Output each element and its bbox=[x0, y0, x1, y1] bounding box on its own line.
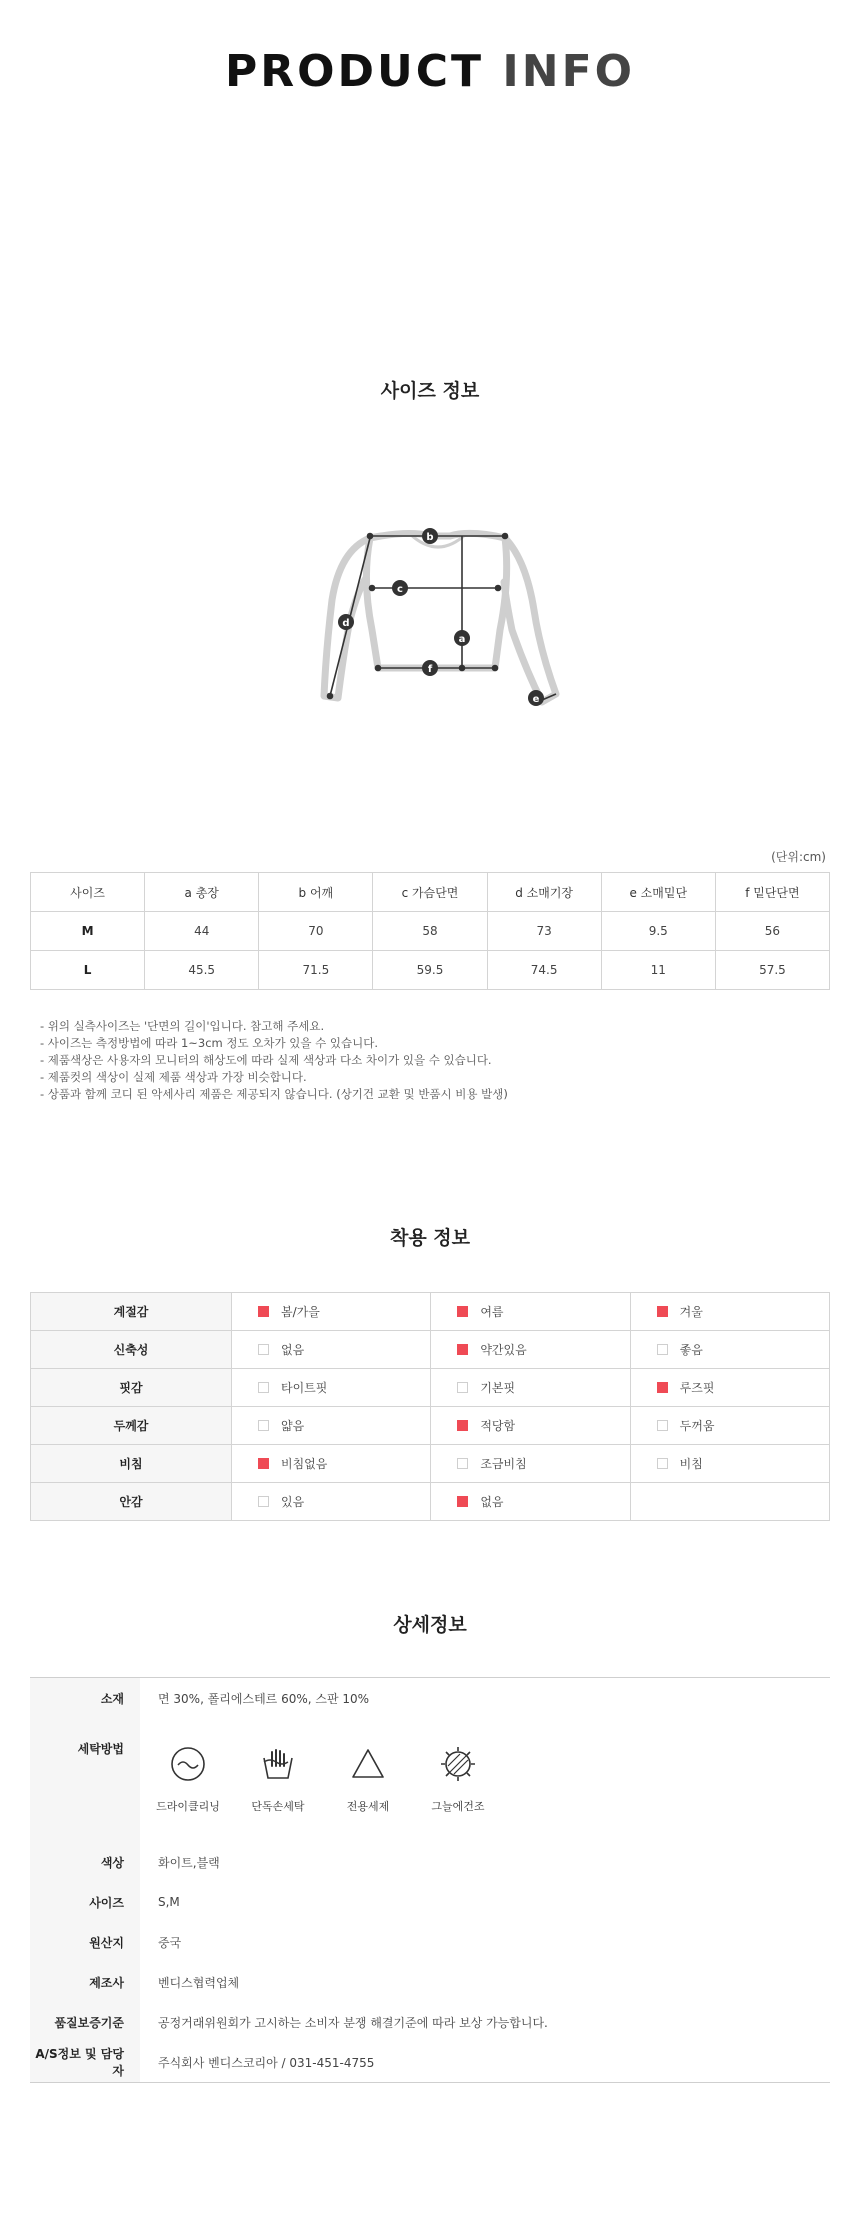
detail-section-title: 상세정보 bbox=[393, 1614, 467, 1636]
fit-option-label: 여름 bbox=[480, 1305, 504, 1319]
fit-option-cell bbox=[431, 1483, 630, 1521]
label-a: a bbox=[458, 634, 466, 645]
fit-option-cell bbox=[630, 1407, 829, 1445]
size-cell: 44 bbox=[145, 912, 259, 951]
fit-option bbox=[457, 1417, 515, 1434]
detail-row-size bbox=[30, 1882, 830, 1922]
detail-label: 원산지 bbox=[30, 1922, 140, 1962]
fit-option bbox=[657, 1341, 703, 1358]
size-cell: 58 bbox=[373, 912, 487, 951]
shade-dry-icon bbox=[438, 1744, 478, 1784]
detail-label: 제조사 bbox=[30, 1962, 140, 2002]
fit-option bbox=[258, 1417, 304, 1434]
unchecked-box-icon bbox=[457, 1458, 468, 1469]
unit-note: (단위:cm) bbox=[771, 850, 826, 864]
wash-item bbox=[248, 1744, 308, 1814]
unchecked-box-icon bbox=[657, 1344, 668, 1355]
fit-option-cell bbox=[232, 1293, 431, 1331]
size-cell: 56 bbox=[715, 912, 829, 951]
size-cell: 57.5 bbox=[715, 951, 829, 990]
col-header: d 소매기장 bbox=[487, 873, 601, 912]
fit-option-label: 타이트핏 bbox=[281, 1381, 328, 1395]
detail-value: 중국 bbox=[158, 1935, 182, 1950]
fit-option-label: 약간있음 bbox=[480, 1343, 527, 1357]
wash-item bbox=[428, 1744, 488, 1814]
wash-label: 단독손세탁 bbox=[251, 1800, 305, 1813]
fit-option bbox=[258, 1341, 304, 1358]
fit-row-label: 두께감 bbox=[31, 1407, 232, 1445]
wash-label: 드라이클리닝 bbox=[156, 1800, 220, 1813]
fit-option bbox=[457, 1303, 503, 1320]
unchecked-box-icon bbox=[258, 1496, 269, 1507]
fit-section-title: 착용 정보 bbox=[389, 1227, 471, 1249]
detail-value: 주식회사 벤디스코리아 / 031-451-4755 bbox=[158, 2055, 375, 2070]
detail-value: 공정거래위원회가 고시하는 소비자 분쟁 해결기준에 따라 보상 가능합니다. bbox=[158, 2015, 548, 2030]
fit-option bbox=[657, 1455, 703, 1472]
fit-option-label: 적당함 bbox=[480, 1419, 516, 1433]
fit-option bbox=[657, 1303, 703, 1320]
fit-option-label: 있음 bbox=[281, 1495, 305, 1509]
fit-option bbox=[457, 1455, 526, 1472]
size-cell: 74.5 bbox=[487, 951, 601, 990]
size-section-title: 사이즈 정보 bbox=[380, 380, 480, 402]
checked-box-icon bbox=[457, 1420, 468, 1431]
size-cell: M bbox=[31, 912, 145, 951]
detail-label: 소재 bbox=[30, 1678, 140, 1718]
detail-value: S,M bbox=[158, 1895, 180, 1909]
size-notes bbox=[40, 1018, 508, 1103]
fit-row-label: 비침 bbox=[31, 1445, 232, 1483]
fit-option-label: 비침 bbox=[679, 1457, 703, 1471]
fit-option-label: 두꺼움 bbox=[679, 1419, 715, 1433]
detail-table bbox=[30, 1677, 830, 2083]
col-header: c 가슴단면 bbox=[373, 873, 487, 912]
label-d: d bbox=[342, 618, 350, 629]
fit-option-cell bbox=[431, 1293, 630, 1331]
checked-box-icon bbox=[457, 1496, 468, 1507]
fit-row-label: 신축성 bbox=[31, 1331, 232, 1369]
checked-box-icon bbox=[457, 1344, 468, 1355]
fit-option-cell bbox=[232, 1445, 431, 1483]
table-row bbox=[31, 1445, 830, 1483]
note-line: - 위의 실측사이즈는 '단면의 길이'입니다. 참고해 주세요. bbox=[40, 1019, 325, 1033]
fit-option-label: 봄/가을 bbox=[281, 1305, 320, 1319]
fit-option-cell bbox=[431, 1369, 630, 1407]
unchecked-box-icon bbox=[258, 1382, 269, 1393]
fit-option bbox=[258, 1455, 327, 1472]
detail-row-washing bbox=[30, 1718, 830, 1842]
title-main: PRODUCT bbox=[224, 46, 485, 97]
detail-label: 사이즈 bbox=[30, 1882, 140, 1922]
size-cell: 59.5 bbox=[373, 951, 487, 990]
fit-option-cell bbox=[630, 1483, 829, 1521]
detail-label: 품질보증기준 bbox=[30, 2002, 140, 2042]
table-row bbox=[31, 1369, 830, 1407]
unchecked-box-icon bbox=[258, 1344, 269, 1355]
checked-box-icon bbox=[258, 1306, 269, 1317]
fit-option bbox=[258, 1493, 304, 1510]
wash-icons bbox=[158, 1744, 488, 1814]
checked-box-icon bbox=[258, 1458, 269, 1469]
fit-option-label: 겨울 bbox=[679, 1305, 703, 1319]
checked-box-icon bbox=[657, 1382, 668, 1393]
fit-option-label: 없음 bbox=[480, 1495, 504, 1509]
size-cell: 9.5 bbox=[601, 912, 715, 951]
table-row bbox=[31, 912, 830, 951]
note-line: - 제품컷의 색상이 실제 제품 색상과 가장 비슷합니다. bbox=[40, 1070, 307, 1084]
size-cell: 11 bbox=[601, 951, 715, 990]
unchecked-box-icon bbox=[657, 1420, 668, 1431]
fit-option-cell bbox=[630, 1445, 829, 1483]
fit-option-cell bbox=[630, 1331, 829, 1369]
fit-option-label: 좋음 bbox=[679, 1343, 703, 1357]
title-accent: INFO bbox=[502, 46, 636, 97]
fit-option-cell bbox=[232, 1407, 431, 1445]
label-f: f bbox=[427, 664, 433, 675]
table-row bbox=[31, 1331, 830, 1369]
fit-option-label: 얇음 bbox=[281, 1419, 305, 1433]
label-e: e bbox=[532, 694, 540, 705]
wash-label: 전용세제 bbox=[346, 1800, 390, 1813]
garment-outline bbox=[324, 533, 556, 702]
fit-option bbox=[258, 1379, 327, 1396]
label-b: b bbox=[426, 532, 434, 543]
wash-item bbox=[158, 1744, 218, 1814]
checked-box-icon bbox=[457, 1306, 468, 1317]
size-cell: L bbox=[31, 951, 145, 990]
fit-row-label: 계절감 bbox=[31, 1293, 232, 1331]
unchecked-box-icon bbox=[258, 1420, 269, 1431]
wash-label: 그늘에건조 bbox=[431, 1800, 485, 1813]
hand-wash-icon bbox=[258, 1744, 298, 1784]
fit-option bbox=[457, 1341, 526, 1358]
detail-row-origin bbox=[30, 1922, 830, 1962]
fit-option-cell bbox=[630, 1293, 829, 1331]
fit-option bbox=[258, 1303, 320, 1320]
size-cell: 45.5 bbox=[145, 951, 259, 990]
size-cell: 71.5 bbox=[259, 951, 373, 990]
size-cell: 70 bbox=[259, 912, 373, 951]
fit-option-cell bbox=[630, 1369, 829, 1407]
detail-row-color bbox=[30, 1842, 830, 1882]
page-title bbox=[0, 46, 860, 97]
detail-label: 세탁방법 bbox=[30, 1718, 140, 1842]
table-row bbox=[31, 1483, 830, 1521]
fit-option-cell bbox=[232, 1369, 431, 1407]
col-header: b 어깨 bbox=[259, 873, 373, 912]
fit-option-label: 비침없음 bbox=[281, 1457, 328, 1471]
col-header: a 총장 bbox=[145, 873, 259, 912]
fit-option-cell bbox=[431, 1445, 630, 1483]
fit-option bbox=[457, 1493, 503, 1510]
detail-row-as-info bbox=[30, 2042, 830, 2082]
checked-box-icon bbox=[657, 1306, 668, 1317]
label-c: c bbox=[397, 584, 403, 595]
fit-table bbox=[30, 1292, 830, 1521]
size-table bbox=[30, 872, 830, 990]
fit-option-label: 조금비침 bbox=[480, 1457, 527, 1471]
fit-row-label: 핏감 bbox=[31, 1369, 232, 1407]
detail-value: 벤디스협력업체 bbox=[158, 1975, 240, 1990]
detail-row-maker bbox=[30, 1962, 830, 2002]
col-header: 사이즈 bbox=[31, 873, 145, 912]
fit-option bbox=[657, 1417, 715, 1434]
fit-option-label: 루즈핏 bbox=[679, 1381, 715, 1395]
unchecked-box-icon bbox=[457, 1382, 468, 1393]
col-header: f 밑단단면 bbox=[715, 873, 829, 912]
note-line: - 제품색상은 사용자의 모니터의 해상도에 따라 실제 색상과 다소 차이가 있을 수 있습니다. bbox=[40, 1053, 492, 1067]
table-row bbox=[31, 1407, 830, 1445]
detail-row-material bbox=[30, 1678, 830, 1718]
note-line: - 사이즈는 측정방법에 따라 1~3cm 정도 오차가 있을 수 있습니다. bbox=[40, 1036, 379, 1050]
unchecked-box-icon bbox=[657, 1458, 668, 1469]
table-row bbox=[31, 951, 830, 990]
col-header: e 소매밑단 bbox=[601, 873, 715, 912]
wash-item bbox=[338, 1744, 398, 1814]
fit-option-label: 기본핏 bbox=[480, 1381, 516, 1395]
size-cell: 73 bbox=[487, 912, 601, 951]
detail-value: 면 30%, 폴리에스테르 60%, 스판 10% bbox=[158, 1691, 370, 1706]
detail-row-warranty bbox=[30, 2002, 830, 2042]
fit-option-cell bbox=[431, 1407, 630, 1445]
fit-option-cell bbox=[232, 1331, 431, 1369]
fit-option bbox=[457, 1379, 515, 1396]
note-line: - 상품과 함께 코디 된 악세사리 제품은 제공되지 않습니다. (상기건 교환 및 반품시 비용 발생) bbox=[40, 1087, 508, 1101]
fit-row-label: 안감 bbox=[31, 1483, 232, 1521]
detail-value: 화이트,블랙 bbox=[158, 1855, 220, 1870]
fit-option-cell bbox=[232, 1483, 431, 1521]
fit-option-cell bbox=[431, 1331, 630, 1369]
table-row bbox=[31, 1293, 830, 1331]
detail-label: 색상 bbox=[30, 1842, 140, 1882]
fit-option bbox=[657, 1379, 715, 1396]
detergent-triangle-icon bbox=[348, 1744, 388, 1784]
detail-value bbox=[140, 1718, 830, 1842]
size-table-header bbox=[31, 873, 830, 912]
detail-label: A/S정보 및 담당자 bbox=[30, 2042, 140, 2082]
dry-cleaning-icon bbox=[168, 1744, 208, 1784]
garment-size-diagram bbox=[300, 520, 570, 720]
fit-option-label: 없음 bbox=[281, 1343, 305, 1357]
